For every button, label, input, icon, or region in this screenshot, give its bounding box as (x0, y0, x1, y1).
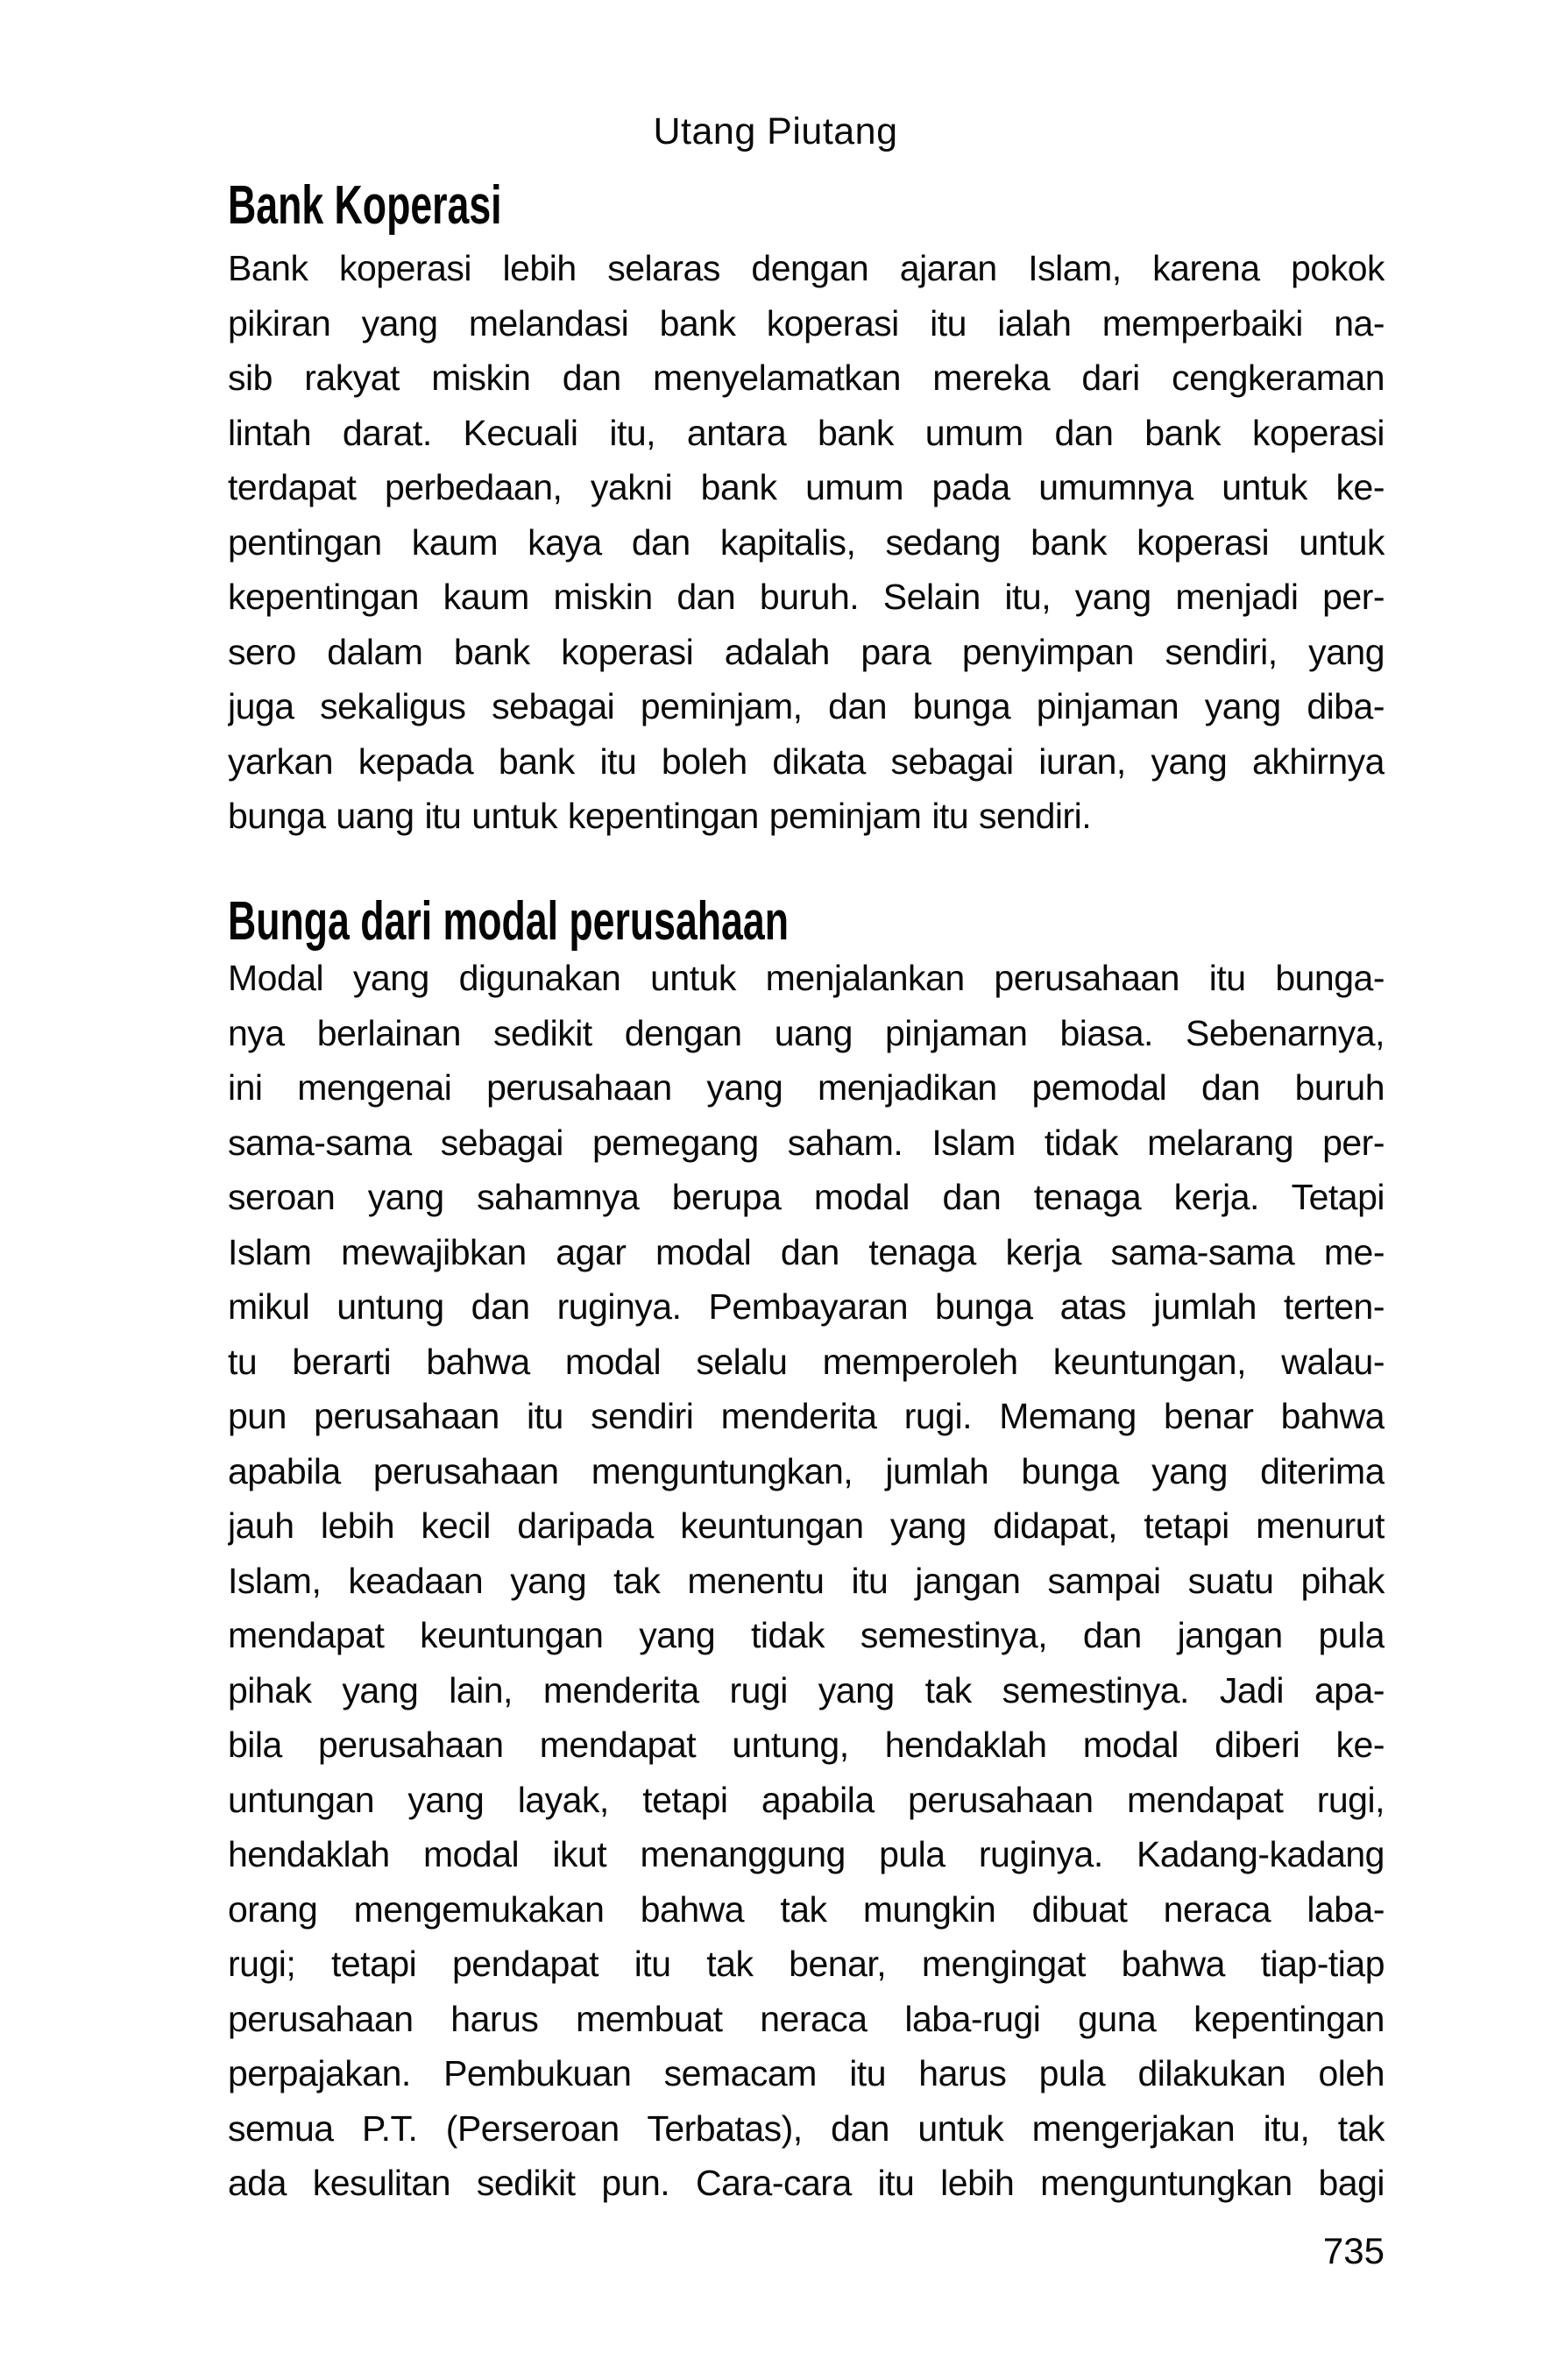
text-line: Bank koperasi lebih selaras dengan ajaran Islam, karena pokok (228, 248, 1385, 288)
text-line: jauh lebih kecil daripada keuntungan yang didapat, tetapi menurut (228, 1505, 1385, 1546)
section-heading-bunga-dari-modal-perusahaan: Bunga dari modal perusahaan (228, 891, 789, 952)
text-line: perpajakan. Pembukuan semacam itu harus pula dilakukan oleh (228, 2053, 1385, 2093)
text-line: pihak yang lain, menderita rugi yang tak semestinya. Jadi apa- (228, 1669, 1385, 1711)
page-number: 735 (1322, 2230, 1385, 2271)
paragraph-bunga-dari-modal-perusahaan (228, 951, 1385, 2211)
text-line: nya berlainan sedikit dengan uang pinjaman biasa. Sebenarnya, (228, 1012, 1385, 1053)
paragraph-bank-koperasi (228, 241, 1385, 844)
section-heading-bank-koperasi: Bank Koperasi (228, 175, 502, 236)
text-line: sero dalam bank koperasi adalah para penyimpan sendiri, yang (228, 631, 1385, 672)
text-line: orang mengemukakan bahwa tak mungkin dibuat neraca laba- (228, 1888, 1385, 1930)
text-line: tu berarti bahwa modal selalu memperoleh keuntungan, walau- (228, 1341, 1385, 1382)
text-line: sama-sama sebagai pemegang saham. Islam tidak melarang per- (228, 1122, 1385, 1163)
text-line: yarkan kepada bank itu boleh dikata sebagai iuran, yang akhirnya (228, 740, 1385, 782)
text-line: semua P.T. (Perseroan Terbatas), dan untuk mengerjakan itu, tak (228, 2107, 1385, 2149)
text-line: juga sekaligus sebagai peminjam, dan bunga pinjaman yang diba- (228, 686, 1385, 726)
text-line: Modal yang digunakan untuk menjalankan perusahaan itu bunga- (228, 958, 1385, 998)
text-line: seroan yang sahamnya berupa modal dan tenaga kerja. Tetapi (228, 1177, 1385, 1217)
text-line: Islam, keadaan yang tak menentu itu jangan sampai suatu pihak (228, 1560, 1385, 1601)
text-line: pikiran yang melandasi bank koperasi itu ialah memperbaiki na- (228, 302, 1385, 344)
text-line: mendapat keuntungan yang tidak semestinya, dan jangan pula (228, 1615, 1385, 1655)
text-line: perusahaan harus membuat neraca laba-rugi guna kepentingan (228, 1998, 1385, 2039)
text-line: bila perusahaan mendapat untung, hendaklah modal diberi ke- (228, 1725, 1385, 1765)
text-line: pun perusahaan itu sendiri menderita rugi. Memang benar bahwa (228, 1396, 1385, 1436)
text-line: ini mengenai perusahaan yang menjadikan pemodal dan buruh (228, 1067, 1385, 1108)
text-line: bunga uang itu untuk kepentingan peminjam itu sendiri. (228, 796, 1092, 836)
text-line: kepentingan kaum miskin dan buruh. Selain itu, yang menjadi per- (228, 577, 1385, 617)
text-line: hendaklah modal ikut menanggung pula ruginya. Kadang-kadang (228, 1834, 1385, 1874)
text-line: pentingan kaum kaya dan kapitalis, sedang bank koperasi untuk (228, 521, 1385, 563)
text-line: apabila perusahaan menguntungkan, jumlah bunga yang diterima (228, 1450, 1385, 1491)
text-line: rugi; tetapi pendapat itu tak benar, mengingat bahwa tiap-tiap (228, 1944, 1385, 1984)
text-line: terdapat perbedaan, yakni bank umum pada umumnya untuk ke- (228, 467, 1385, 507)
text-line: mikul untung dan ruginya. Pembayaran bunga atas jumlah terten- (228, 1286, 1385, 1327)
text-line: untungan yang layak, tetapi apabila perusahaan mendapat rugi, (228, 1779, 1385, 1820)
text-line: ada kesulitan sedikit pun. Cara-cara itu lebih menguntungkan bagi (228, 2163, 1385, 2203)
running-header: Utang Piutang (653, 110, 898, 152)
text-line: Islam mewajibkan agar modal dan tenaga kerja sama-sama me- (228, 1231, 1385, 1272)
text-line: lintah darat. Kecuali itu, antara bank umum dan bank koperasi (228, 412, 1385, 453)
text-line: sib rakyat miskin dan menyelamatkan mereka dari cengkeraman (228, 358, 1385, 398)
